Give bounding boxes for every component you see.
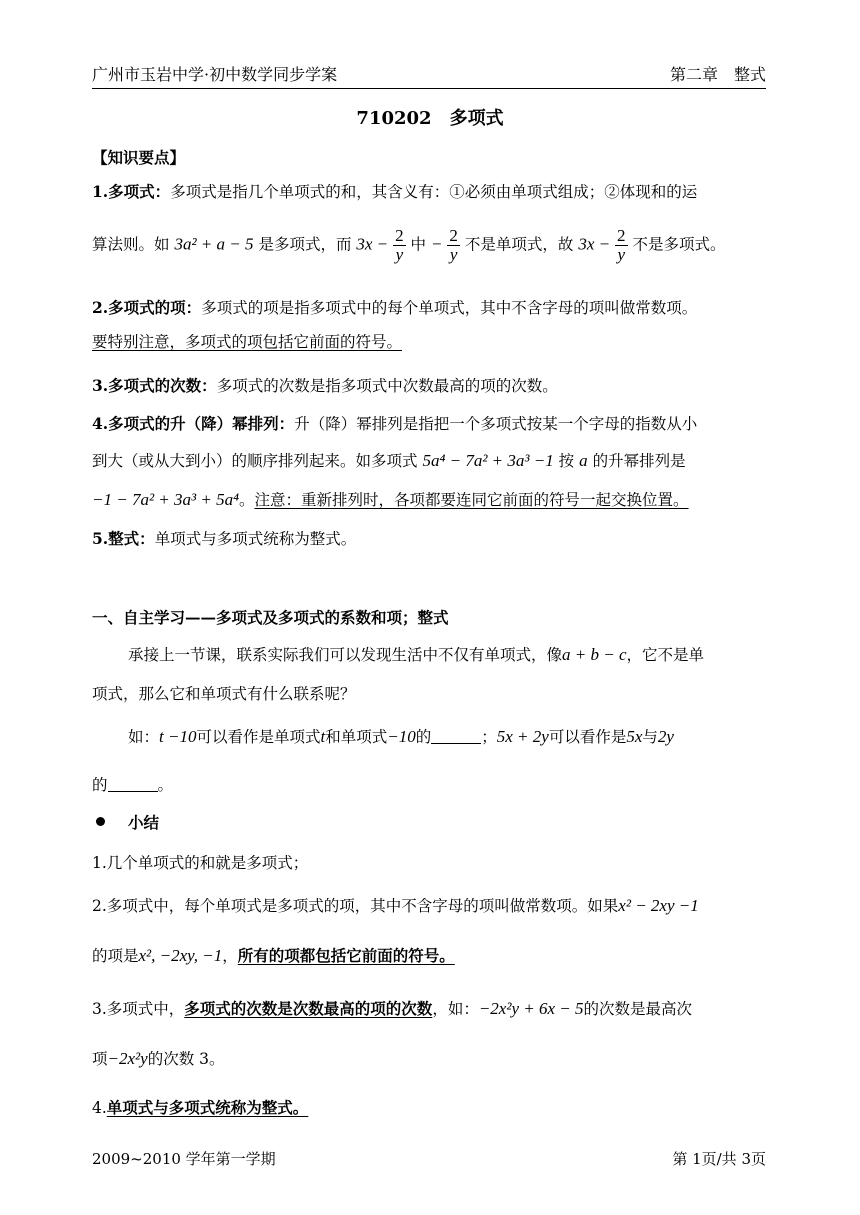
example-line-1: 如：t −10可以看作是单项式t和单项式−10的 ；5x + 2y可以看作是5x与2y xyxy=(128,727,674,746)
point-1-line-2: 算法则。如 3a² + a − 5 是多项式，而 3x − $\frac{2}{y}$ 中 − $\frac{2}{y}$ 不是单项式，故 3x − $\frac{2}{y}$ 不是多项式。 xyxy=(92,226,726,264)
fill-blank[interactable] xyxy=(431,729,481,744)
point-3: 3.多项式的次数：多项式的次数是指多项式中次数最高的项的次数。 xyxy=(92,376,558,395)
section-1-para-line-2: 项式，那么它和单项式有什么联系呢？ xyxy=(92,685,356,703)
summary-2-line-1: 2.多项式中，每个单项式是多项式的项，其中不含字母的项叫做常数项。如果x² − 2xy −1 xyxy=(92,896,699,915)
point-2-note: 要特别注意，多项式的项包括它前面的符号。 xyxy=(92,333,403,351)
page-title: 710202 多项式 xyxy=(356,108,504,129)
fraction: $\frac{2}{y}$ xyxy=(617,226,626,264)
page-header xyxy=(92,62,766,89)
section-1-para-line-1: 承接上一节课，联系实际我们可以发现生活中不仅有单项式，像a + b − c，它不是单 xyxy=(128,645,705,664)
summary-2-line-2: 的项是x², −2xy, −1，所有的项都包括它前面的符号。 xyxy=(92,946,455,965)
summary-1: 1.几个单项式的和就是多项式； xyxy=(92,854,309,872)
header-school: 广州市玉岩中学·初中数学同步学案 xyxy=(92,65,338,84)
point-4-line-3: −1 − 7a² + 3a³ + 5a⁴。注意：重新排列时，各项都要连同它前面的符号一起交换位置。 xyxy=(92,490,689,509)
fraction: $\frac{2}{y}$ xyxy=(449,226,458,264)
footer-term: 2009~2010 学年第一学期 xyxy=(92,1150,276,1168)
summary-heading: 小结 xyxy=(128,813,160,832)
footer-page-number: 第 1页/共 3页 xyxy=(672,1150,766,1168)
fill-blank[interactable] xyxy=(108,777,158,792)
header-chapter: 第二章 整式 xyxy=(669,65,766,84)
section-1-heading: 一、自主学习——多项式及多项式的系数和项；整式 xyxy=(92,608,449,627)
point-4-line-1: 4.多项式的升（降）幂排列：升（降）幂排列是指把一个多项式按某一个字母的指数从小 xyxy=(92,414,698,433)
point-1-line-1: 1.多项式：多项式是指几个单项式的和，其含义有：①必须由单项式组成；②体现和的运 xyxy=(92,182,698,201)
point-4-line-2: 到大（或从大到小）的顺序排列起来。如多项式 5a⁴ − 7a² + 3a³ −1 按 a 的升幂排列是 xyxy=(92,451,686,470)
summary-3-line-1: 3.多项式中，多项式的次数是次数最高的项的次数，如：−2x²y + 6x − 5的次数是最高次 xyxy=(92,999,692,1018)
point-2-line-1: 2.多项式的项：多项式的项是指多项式中的每个单项式，其中不含字母的项叫做常数项。 xyxy=(92,298,698,317)
bullet-icon xyxy=(96,817,105,826)
fraction: $\frac{2}{y}$ xyxy=(395,226,404,264)
point-5: 5.整式：单项式与多项式统称为整式。 xyxy=(92,529,357,548)
summary-3-line-2: 项−2x²y的次数 3。 xyxy=(92,1049,225,1068)
example-line-2: 的 。 xyxy=(92,776,174,794)
summary-4: 4.单项式与多项式统称为整式。 xyxy=(92,1098,309,1117)
points-heading: 【知识要点】 xyxy=(92,148,186,167)
